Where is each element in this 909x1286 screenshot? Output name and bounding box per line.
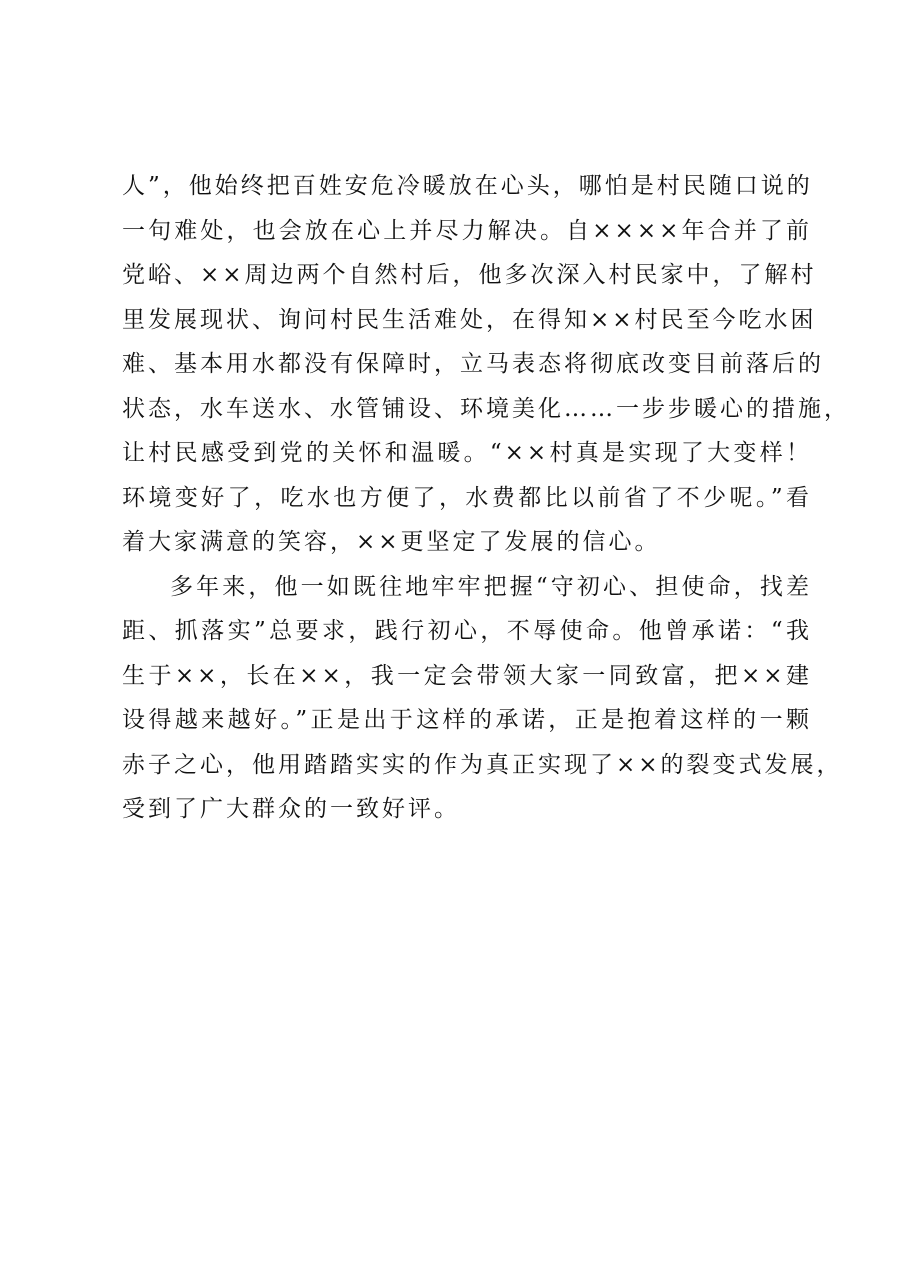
text-line: 受到了广大群众的一致好评。 [122, 796, 460, 822]
text-line: 人”，他始终把百姓安危冷暖放在心头，哪怕是村民随口说的 [122, 173, 813, 199]
text-line: 多年来，他一如既往地牢牢把握“守初心、担使命，找差 [170, 573, 812, 600]
text-line: 赤子之心，他用踏踏实实的作为真正实现了××的裂变式发展， [122, 751, 843, 778]
body-text [122, 164, 850, 832]
text-line: 距、抓落实”总要求，践行初心，不辱使命。他曾承诺：“我 [122, 618, 812, 644]
text-line: 着大家满意的笑容，××更坚定了发展的信心。 [122, 529, 661, 555]
text-line: 里发展现状、询问村民生活难处，在得知××村民至今吃水困 [122, 306, 817, 333]
text-line: 让村民感受到党的关怀和温暖。“××村真是实现了大变样！ [122, 440, 812, 466]
text-line: 难、基本用水都没有保障时，立马表态将彻底改变目前落后的 [122, 351, 824, 377]
text-line: 设得越来越好。”正是出于这样的承诺，正是抱着这样的一颗 [122, 707, 812, 733]
text-line: 一句难处，也会放在心上并尽力解决。自××××年合并了前 [122, 217, 812, 244]
text-line: 党峪、××周边两个自然村后，他多次深入村民家中，了解村 [122, 262, 817, 288]
text-line: 状态，水车送水、水管铺设、环境美化……一步步暖心的措施， [122, 395, 850, 422]
text-line: 环境变好了，吃水也方便了，水费都比以前省了不少呢。”看 [122, 484, 812, 511]
text-line: 生于××，长在××，我一定会带领大家一同致富，把××建 [122, 662, 812, 689]
